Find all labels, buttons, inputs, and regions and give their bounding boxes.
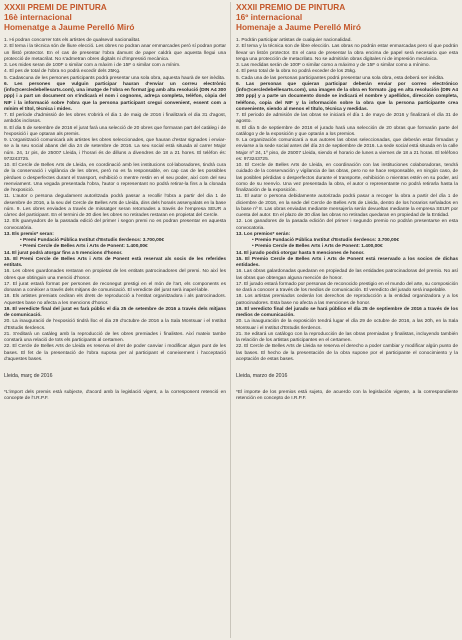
rule-item: 5. Cadascuna de les persones participants podrà presentar una sola obra, aquesta haurà de ser inèdita. [4,75,226,81]
rule-item: 14. El jurado podrá otorgar hasta 5 menciones de honor. [236,250,365,256]
rule-item: 17. El jurat estarà format per persones de reconegut prestigi en el món de l'art, els components es donaran a conèixer a través dels mitjans de comunicació. El veredicte del jurat serà inapel·lable. [4,281,226,293]
rule-item: 20. La inauguració de l'exposició tindrà lloc el dia 29 d'octubre de 2016 a la Sala Montsuar i el Institut d'Estudis Ilerdencs. [4,319,226,331]
rule-item: 16. Les obres guardonades restaran en propietat de les entitats patrocinadores del premi. No així les obres que obtinguin una menció d'honor. [4,269,226,281]
catalan-column [4,2,226,638]
rule-item: 12. Els guanyadors de la passada edició del primer i segon premi no es podran presentar en aquesta convocatòria. [4,219,226,231]
rule-item: 13. Els premis* seran: [4,231,54,237]
rule-item: 21. Se editará un catálogo con la reproducción de las obras premiadas y finalistas, incluyendo también la relación de los artistas participantes en el certamen. [236,331,458,343]
catalan-title: XXXII PREMI DE PINTURA [4,2,107,12]
rule-item: • Premi Fundació Pública Institut d'Estudis Ilerdencs: 3.700,00€ [20,238,165,243]
rule-item: 19. El veredicte final del jurat es farà públic el dia 25 de setembre de 2016 a través dels mitjans de comunicació. [4,306,226,318]
rule-item: • Premio Fundació Pública Institut d'Estudis Ilerdencs: 3.700,00€ [252,238,400,243]
rule-item: 1. Hi podran concorrer tots els artistes de qualsevol nacionalitat. [4,38,141,43]
spanish-rules-list [236,38,458,363]
rule-item: 21. S'editarà un catàleg amb la reproducció de les obres premiades i finalistes. Així mateix tambe constarà una relació de tots els participants al certamen. [4,331,226,343]
rule-item: 11. L'autor o persona degudament autoritzada podrà passar a recollir l'obra a partir del dia 1 de desembre de 2016, a la seu del Cercle de Belles Arts de Lleida, dins dels horaris assenyalats en la base núm. 9. Les obres enviades a través de missatger seran retornades a través de l'empresa SEUR a càrrec del participant. En el termini de 30 dies les obres no retirades restaran en propietat del Cercle. [4,194,226,218]
catalan-footnote: *L'import dels premis està subjecte, d'acord amb la legislació vigent, a la corresponent retenció en concepte de l'I.R.P.F. [4,390,226,402]
rule-item: 2. El tema y la técnica son de libre elección. Las obras no podrán estar enmarcadas pero sí que podrán llevar un listón protector. En el caso de presentar la obra encima de papel será necesario que esta tenga una protección de metacrilato. No se admitirán obras digitales ni de impresión mecánica. [236,44,458,62]
rule-item: 18. Los artistas premiados cederán los derechos de reproducción a la entidad organizadora y a los patrocinadores. Esta base no afecta a las menciones de honor. [236,294,458,306]
spanish-subtitle: Homenaje a Jaume Perelló Miró [236,22,361,32]
rule-item: 16. Las obras galardonadas quedaran en propiedad de las entidades patrocinadoras del premio. No así las obras que obtengan alguna mención de honor. [236,269,458,281]
rule-item: 5. Cada una de las personas participantes podrá presentar una sola obra, esta deberá ser inédita. [236,75,445,81]
rule-item: 10. El Cercle de Belles Arts de Lleida, en coordinación con las instituciones colaboradoras, tendrá cuidado de la conservación y vigilancia de las obras, pero no se hace responsable, en ningún caso, de las posibles pérdidas o desperfectos durante el transporte, exhibición o mientras estén en su poder, así como de su reenvío. Una vez presentada la obra, el autor o representante no podrá retirarla hasta la finalización de la exposición. [236,163,458,193]
spanish-title: XXXII PREMIO DE PINTURA [236,2,346,12]
spanish-column [236,2,458,638]
catalan-subtitle: Homenatge a Jaume Perelló Miró [4,22,135,32]
catalan-place-date: Lleida, març de 2016 [4,373,53,379]
spanish-place-date: Lleida, marzo de 2016 [236,373,288,379]
rule-item: 8. El día 5 de septiembre de 2016 el jurado hará una selección de 20 obras que formarán parte del catálogo y de la exposición y que optarán a los premios. [236,125,458,137]
rule-item: 12. Los ganadores de la pasada edición del primer i segundo premio no podrán presentarse en esta convocatoria. [236,219,458,231]
rule-item: 9. L'organització comunicarà als artistes les obres seleccionades, que hauran d'estar signades i enviar-se a la seu social abans del dia 24 de setembre de 2016. La seu social està situada al carrer Major núm. 24, 1r pis, de 25007 Lleida, i l'horari és de dilluns a divendres de 18 a 21 hores. El telèfon és: 973243725. [4,138,226,162]
rule-item: 18. Els artistes premiats cediran els drets de reproducció a l'entitat organitzadora i als patrocinadors. Aquestes base no afecta a les mencions d'honor. [4,294,226,306]
rule-item: 7. El periodo de admisión de las obras se iniciará el día 1 de mayo de 2016 y finalizará el día 31 de agosto. [236,113,458,125]
rule-item: 20. La inauguración de la exposición tendrá lugar el día 29 de octubre de 2016, a las 20h, en la Sala Montsuar i el Institut d'Estudis Ilerdencs. [236,319,458,331]
rule-item: 22. El Cercle de Belles Arts de Lleida es reserva el dret de poder canviar i modificar algun punt de les bases. El fet de la presentació de l'obra suposa per al participant el coneixement i l'acceptació d'aquestes bases. [4,344,226,362]
rule-item: 3. Las medidas serán de 100F o similar como a máximo y de 15F o similar como a mínimo. [236,63,430,68]
rule-item: 3. Les mides seran de 100F o similar com a màxim i de 15F o similar com a mínim. [4,63,181,68]
rule-item: 15. El Premi Cercle de Belles Arts i Arts de Ponent està reservat als socis de les referides entitats. [4,256,226,268]
rule-item: 6. Les persones que vulguin participar hauran d'enviar un correu electrònic (info@cercledebellesarts.com), una imatge de l'obra en format jpg amb alta resolució (DIN A4 300 ppp) i a part un document on s'indicarà el nom i cognoms, adreça completa, telèfon, còpia del NIF i la informació sobre l'obra que la persona participant cregui convenient, essent com a mínim el títol, tècnica i mides. [4,81,226,112]
rule-item: 9. La organización comunicará a sus autores las obras seleccionadas, que deberán estar firmadas y enviarse a la sede social antes del día 24 de septiembre de 2016. La sede social está situada en la calle Major nº 24, 1º piso, de 25007 Lleida, siendo el horario de lunes a viernes de 18 a 21 horas. El teléfono es: 973243725. [236,138,458,162]
column-divider [230,2,231,638]
rule-item: 11. El autor o persona debidamente autorizada podrá pasar a recoger la obra a partir del día 1 de diciembre de 2016, en la sede del Cercle de Belles Arts de Lleida, dentro de los horarios señalados en la base nº 8. Las obras enviadas mediante mensajería serán devueltas mediante la empresa SEUR por cuenta del autor. En el plazo de 30 días las obras no retiradas quedaran en propiedad de la Entidad. [236,194,458,218]
rule-item: 4. El pes de total de l'obra no podrà excedir dels 25Kg. [4,69,121,75]
rule-item: 8. El dia 5 de setembre de 2016 el jurat farà una selecció de 20 obres que formaran part del catàleg i de l'exposició i que optaran als premis. [4,125,226,137]
rule-item: 4. El peso total de la obra no podrá exceder de los 25kg. [236,69,357,75]
rule-item: 10. El Cercle de Belles Arts de Lleida, en coordinació amb les institucions col·laboradores, tindrà cura de la conservació i vigilància de les obres, però no es fa responsable, en cap cas de les possibles pèrdues o desperfectes durant el transport, exhibició o mentre restin en el seu poder, així com del seu reenviament. Una vegada presentada l'obra, l'autor o representant no podrà retirar-la fins a la clonada de l'exposició. [4,163,226,193]
catalan-rules-list [4,38,226,363]
rule-item: 7. El període d'admissió de les obres s'obrirà el dia 1 de maig de 2016 i finalitzarà el dia 31 d'agost, ambdós inclosos. [4,113,226,125]
rule-item: 2. El tema i la tècnica són de lliure elecció. Les obres no podran anar emmarcades però sí podran portar un llistó protector. En el cas de presentar l'obra damunt de paper caldrà que aquesta llegui una protecció de metacrilat. No s'admetran obres digitals ni d'impressió mecànica. [4,44,226,62]
rule-item: 14. El jurat podrà atorgar fins a 5 mencions d'honor. [4,250,123,256]
rule-item: 1. Podrán participar artistas de cualquier nacionalidad. [236,38,352,43]
rule-item: 22. El Cercle de Belles Arts de Lleida se reserva el derecho a poder cambiar y modificar algún punto de las bases. El hecho de la presentación de la obra supone por el participante el conocimiento y la aceptación de estas bases. [236,344,458,362]
rule-item: • Premi Cercle de Belles Arts i Arts de Ponent: 1.400,00€ [20,244,148,250]
rule-item: 19. El veredicto final del jurado se hará público el día 25 de septiembre de 2016 a través de los medios de comunicación. [236,306,458,318]
catalan-edition: 16è internacional [4,12,72,22]
rule-item: 6. Las personas que quieran participar deberán enviar por correo electrónico (info@cercledebellesarts.com), una imagen de la obra en formato .jpg en alta resolución (DIN A4 300 ppp) y a parte un documento donde se indicará el nombre y apellidos, dirección completa, teléfono, copia del NIF y la información sobre la obra que la persona participante crea conveniente, siendo al menos el título, técnica y medidas. [236,81,458,112]
spanish-footnote: *El importe de los premios está sujeto, de acuerdo con la legislación vigente, a la correspondiente retención en concepto de I.R.P.F. [236,390,458,402]
rule-item: • Premio Cercle de Belles Arts i Arts de Ponent: 1.400,00€ [252,244,383,250]
rule-item: 15. El Premio Cercle de Belles Arts i Arts de Ponent está reservado a los socios de dichas entidades. [236,256,458,268]
rule-item: 17. El jurado estará formado por personas de reconocido prestigio en el mundo del arte, su composición se dará a conocer a través de los medios de comunicación. El veredicto del jurado será inapelable. [236,281,458,293]
rule-item: 13. Los premios* serán: [236,231,291,237]
spanish-edition: 16º internacional [236,12,303,22]
